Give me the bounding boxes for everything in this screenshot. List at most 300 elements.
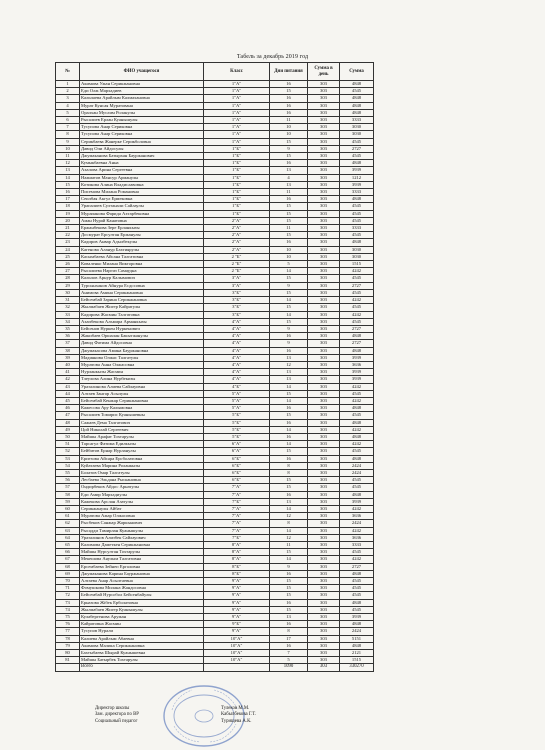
days-cell: 15 [270,217,308,224]
sum-cell: 2727 [340,145,374,152]
perday-cell: 303 [308,361,340,368]
student-name: Кулабергенова Аружан [80,614,204,621]
perday-cell: 303 [308,635,340,642]
class-cell: 2"А" [204,232,270,239]
sum-cell: 2727 [340,325,374,332]
class-cell: 7"А" [204,513,270,520]
table-row [56,167,374,174]
student-name: Ахалова Арина Сергеевна [80,167,204,174]
days-cell: 13 [270,614,308,621]
table-row [56,131,374,138]
row-num: 12 [56,160,80,167]
row-num: 57 [56,484,80,491]
sum-cell: 4848 [340,95,374,102]
perday-cell: 303 [308,275,340,282]
header-num: № [56,63,80,81]
perday-cell: 303 [308,520,340,527]
student-name: Бейсембай Кенжар Серикжановна [80,397,204,404]
student-name: Куйатаева Марина Роланкызы [80,462,204,469]
student-name: Серикбаева Жанерке Серикболовна [80,138,204,145]
student-name: Касымбаева Айсана Талгатовна [80,253,204,260]
row-num: 33 [56,311,80,318]
sum-cell: 4545 [340,232,374,239]
row-num: 80 [56,650,80,657]
student-name: Кадиров Анвар Адылбекулы [80,239,204,246]
table-row [56,642,374,649]
row-num: 35 [56,325,80,332]
row-num: 72 [56,592,80,599]
sum-cell: 4545 [340,304,374,311]
table-row [56,419,374,426]
class-cell: 4"А" [204,333,270,340]
student-name: Бейсембай Зарина Серикжановна [80,297,204,304]
table-row [56,160,374,167]
class-cell: 4"А" [204,340,270,347]
class-cell: 2 "Б" [204,268,270,275]
sum-cell: 4848 [340,109,374,116]
sum-cell: 4545 [340,484,374,491]
row-num: 47 [56,412,80,419]
class-cell: 1"А" [204,81,270,88]
table-row [56,542,374,549]
table-row [56,462,374,469]
row-num: 43 [56,383,80,390]
perday-cell: 303 [308,124,340,131]
student-name: Фомушкова Милана Жандосовна [80,585,204,592]
total-sum: 330270 [340,664,374,671]
class-cell: 1"А" [204,124,270,131]
table-row [56,520,374,527]
class-cell: 1"А" [204,109,270,116]
days-cell: 15 [270,138,308,145]
student-name: Досмурат Ерсултан Ержанулы [80,232,204,239]
table-row [56,145,374,152]
class-cell: 7"Б" [204,534,270,541]
days-cell: 14 [270,397,308,404]
class-cell: 9"А" [204,585,270,592]
table-row [56,297,374,304]
table-row [56,527,374,534]
perday-cell: 303 [308,297,340,304]
sum-cell: 3333 [340,225,374,232]
sum-cell: 3333 [340,117,374,124]
days-cell: 15 [270,153,308,160]
row-num: 81 [56,657,80,664]
perday-cell: 303 [308,354,340,361]
student-name: Сажаев Дема Талгатович [80,419,204,426]
table-row [56,614,374,621]
sum-cell: 3939 [340,376,374,383]
row-num: 51 [56,441,80,448]
row-num: 20 [56,217,80,224]
student-name: Коваленко Милана Викторовна [80,261,204,268]
perday-cell: 303 [308,232,340,239]
row-num: 61 [56,513,80,520]
row-num: 49 [56,426,80,433]
student-name: Писемова Милана Романовна [80,189,204,196]
sum-cell: 4545 [340,412,374,419]
sum-cell: 1515 [340,261,374,268]
row-num: 42 [56,376,80,383]
sum-cell: 4545 [340,477,374,484]
row-num: 23 [56,239,80,246]
perday-cell: 303 [308,268,340,275]
class-cell: 7"А" [204,491,270,498]
perday-cell: 303 [308,239,340,246]
header-class: Класс [204,63,270,81]
student-name: Болатов Омар Талгатулы [80,469,204,476]
days-cell: 9 [270,145,308,152]
row-num: 68 [56,563,80,570]
row-num: 79 [56,642,80,649]
student-name: Жакибаев Оршалан Бакытжанулы [80,333,204,340]
class-cell: 5"А" [204,397,270,404]
class-cell: 2"А" [204,217,270,224]
perday-cell: 303 [308,426,340,433]
student-name: Тусупова Анар Сериковна [80,131,204,138]
class-cell: 1"А" [204,138,270,145]
total-label: Всего [80,664,204,671]
class-cell: 7"А" [204,484,270,491]
student-name: Кадирова Жасмин Талгатовна [80,311,204,318]
student-name: Уразалинова Алиева Сайлауовна [80,383,204,390]
perday-cell: 303 [308,210,340,217]
row-num: 6 [56,117,80,124]
days-cell: 16 [270,642,308,649]
row-num: 64 [56,534,80,541]
days-cell: 15 [270,549,308,556]
table-row [56,405,374,412]
table-row [56,253,374,260]
student-name: Рысалиева Наргиз Самаудна [80,268,204,275]
sum-cell: 4242 [340,426,374,433]
student-name: Джумакасова Амина Бауржановна [80,347,204,354]
table-row [56,81,374,88]
class-cell: 10"А" [204,657,270,664]
student-name: Джумаканова Карина Бауржановна [80,570,204,577]
table-row [56,117,374,124]
days-cell: 5 [270,261,308,268]
sum-cell: 3636 [340,513,374,520]
row-num: 52 [56,448,80,455]
perday-cell: 303 [308,621,340,628]
row-num: 41 [56,369,80,376]
class-cell: 3"А" [204,275,270,282]
class-cell: 8"А" [204,556,270,563]
row-num: 74 [56,606,80,613]
class-cell: 1"Б" [204,203,270,210]
sum-cell: 1515 [340,657,374,664]
perday-cell: 303 [308,95,340,102]
class-cell: 1"Б" [204,167,270,174]
days-cell: 15 [270,592,308,599]
class-cell: 5"Б" [204,419,270,426]
sum-cell: 4545 [340,448,374,455]
table-row [56,606,374,613]
class-cell: 8"Б" [204,563,270,570]
row-num: 69 [56,570,80,577]
table-row [56,340,374,347]
row-num: 8 [56,131,80,138]
row-num: 60 [56,505,80,512]
table-body [56,81,374,664]
days-cell: 9 [270,340,308,347]
row-num: 55 [56,469,80,476]
table-row [56,469,374,476]
row-num: 39 [56,354,80,361]
sum-cell: 2727 [340,282,374,289]
days-cell: 15 [270,289,308,296]
class-cell: 1"А" [204,131,270,138]
student-name: Еди Олж Мархадиев [80,88,204,95]
sum-cell: 4848 [340,160,374,167]
class-cell: 8"Б" [204,570,270,577]
perday-cell: 303 [308,556,340,563]
perday-cell: 303 [308,225,340,232]
sum-cell: 4848 [340,621,374,628]
table-row [56,203,374,210]
student-name: Мурат Кунсая Муратована [80,102,204,109]
class-cell: 7"А" [204,520,270,527]
total-perday: 303 [308,664,340,671]
perday-cell: 303 [308,477,340,484]
sum-cell: 3939 [340,167,374,174]
student-name: Муратова Анна Олжасовна [80,361,204,368]
row-num: 9 [56,138,80,145]
table-row [56,196,374,203]
table-row [56,448,374,455]
sum-cell: 4545 [340,585,374,592]
table-row [56,261,374,268]
row-num: 30 [56,289,80,296]
class-cell: 5"Б" [204,426,270,433]
student-name: Урапалиев Султанали Сайлаулы [80,203,204,210]
sum-cell: 4545 [340,203,374,210]
table-row [56,426,374,433]
row-num: 54 [56,462,80,469]
class-cell: 3"Б" [204,304,270,311]
sum-cell: 4242 [340,505,374,512]
table-row [56,455,374,462]
student-name: Ерпезова Айсара Ерсболатовна [80,455,204,462]
days-cell: 11 [270,117,308,124]
student-name: Муратова Ажар Олжасовна [80,513,204,520]
days-cell: 10 [270,253,308,260]
days-cell: 16 [270,455,308,462]
student-name: Кайратовна Жасмин [80,621,204,628]
student-name: Серикжанулы Айбат [80,505,204,512]
table-row [56,477,374,484]
days-cell: 15 [270,484,308,491]
perday-cell: 303 [308,261,340,268]
table-row [56,246,374,253]
total-row [56,664,374,671]
student-name: Алтаева Анар Асылтаевна [80,578,204,585]
days-cell: 15 [270,88,308,95]
student-name: Кумыкбаевна Анна [80,160,204,167]
sum-cell: 4242 [340,441,374,448]
table-row [56,556,374,563]
student-name: Жылмабаев Жигер Куанышулы [80,606,204,613]
days-cell: 8 [270,462,308,469]
perday-cell: 303 [308,491,340,498]
row-num: 78 [56,635,80,642]
sum-cell: 4545 [340,592,374,599]
class-cell: 10"А" [204,650,270,657]
class-cell: 6"Б" [204,455,270,462]
class-cell: 2"А" [204,239,270,246]
days-cell: 15 [270,318,308,325]
table-row [56,563,374,570]
table-row [56,383,374,390]
days-cell: 16 [270,95,308,102]
days-cell: 11 [270,225,308,232]
student-name: Мурапанова Фарида Ахтарбековна [80,210,204,217]
row-num: 63 [56,527,80,534]
days-cell: 16 [270,599,308,606]
table-row [56,635,374,642]
sum-cell: 3333 [340,542,374,549]
table-row [56,225,374,232]
class-cell: 9"А" [204,606,270,613]
sum-cell: 4848 [340,419,374,426]
sum-cell: 4242 [340,397,374,404]
perday-cell: 303 [308,347,340,354]
days-cell: 4 [270,174,308,181]
student-name: Сеилбая Акгул Ермековна [80,196,204,203]
sum-cell: 4242 [340,556,374,563]
row-num: 24 [56,246,80,253]
days-cell: 14 [270,311,308,318]
student-name: Акимова Ужан Серикжановна [80,81,204,88]
row-num: 28 [56,275,80,282]
row-num: 70 [56,578,80,585]
table-row [56,578,374,585]
days-cell: 16 [270,621,308,628]
sum-cell: 4848 [340,347,374,354]
row-num: 73 [56,599,80,606]
table-row [56,239,374,246]
days-cell: 8 [270,469,308,476]
class-cell: 4"Б" [204,383,270,390]
sum-cell: 3939 [340,614,374,621]
days-cell: 16 [270,333,308,340]
table-row [56,650,374,657]
class-cell: 1"Б" [204,160,270,167]
student-name: Ерназова Жібек Ерболатовна [80,599,204,606]
student-name: Тусупов Нурали [80,628,204,635]
days-cell: 13 [270,369,308,376]
perday-cell: 303 [308,505,340,512]
class-cell: 9"А" [204,578,270,585]
days-cell: 10 [270,246,308,253]
class-cell: 6"Б" [204,462,270,469]
signature-name: Кабылбекова Г.Т. [221,712,256,718]
perday-cell: 303 [308,578,340,585]
days-cell: 12 [270,513,308,520]
class-cell: 5"Б" [204,433,270,440]
days-cell: 16 [270,160,308,167]
perday-cell: 303 [308,527,340,534]
table-row [56,376,374,383]
row-num: 27 [56,268,80,275]
sum-cell: 4848 [340,599,374,606]
days-cell: 16 [270,102,308,109]
class-cell: 1"Б" [204,153,270,160]
table-row [56,592,374,599]
table-row [56,570,374,577]
row-num: 37 [56,340,80,347]
days-cell: 15 [270,448,308,455]
header-sum: Сумма [340,63,374,81]
student-name: Майшы Батырбек Тохтарулы [80,657,204,664]
sum-cell: 4545 [340,210,374,217]
table-row [56,354,374,361]
sum-cell: 4242 [340,527,374,534]
row-num: 59 [56,498,80,505]
class-cell: 3"Б" [204,289,270,296]
perday-cell: 303 [308,397,340,404]
class-cell: 1"Б" [204,174,270,181]
row-num: 31 [56,297,80,304]
student-name: Рысбеков Санжар Жаркынович [80,520,204,527]
perday-cell: 303 [308,333,340,340]
days-cell: 15 [270,390,308,397]
table-row [56,138,374,145]
perday-cell: 303 [308,196,340,203]
perday-cell: 303 [308,441,340,448]
class-cell: 4"А" [204,361,270,368]
student-name: Рысадди Тамирлан Куанышулы [80,527,204,534]
header-name: ФИО учащегося [80,63,204,81]
perday-cell: 303 [308,109,340,116]
class-cell: 1"Б" [204,181,270,188]
class-cell: 4"А" [204,318,270,325]
days-cell: 15 [270,578,308,585]
perday-cell: 303 [308,383,340,390]
student-name: Уразалинов Ализбек Сайлауович [80,534,204,541]
row-num: 56 [56,477,80,484]
sum-cell: 3636 [340,534,374,541]
perday-cell: 303 [308,282,340,289]
table-row [56,333,374,340]
perday-cell: 303 [308,390,340,397]
sum-cell: 3939 [340,498,374,505]
perday-cell: 303 [308,628,340,635]
sum-cell: 4545 [340,578,374,585]
perday-cell: 303 [308,174,340,181]
row-num: 71 [56,585,80,592]
days-cell: 13 [270,376,308,383]
days-cell: 15 [270,203,308,210]
class-cell: 4"А" [204,369,270,376]
row-num: 10 [56,145,80,152]
perday-cell: 303 [308,498,340,505]
student-name: Бейбитов Ернар Нурланулы [80,448,204,455]
student-name: Джумаканова Батырхан Бауржанович [80,153,204,160]
student-name: Кажекова Арслан Азатулы [80,498,204,505]
class-cell: 4"А" [204,347,270,354]
student-name: Анимова Амина Серикжановна [80,289,204,296]
class-cell: 1"А" [204,117,270,124]
table-row [56,498,374,505]
table-row [56,412,374,419]
sum-cell: 1212 [340,174,374,181]
perday-cell: 303 [308,311,340,318]
student-name: Кальпов Арнур Калымович [80,275,204,282]
days-cell: 14 [270,297,308,304]
days-cell: 14 [270,556,308,563]
